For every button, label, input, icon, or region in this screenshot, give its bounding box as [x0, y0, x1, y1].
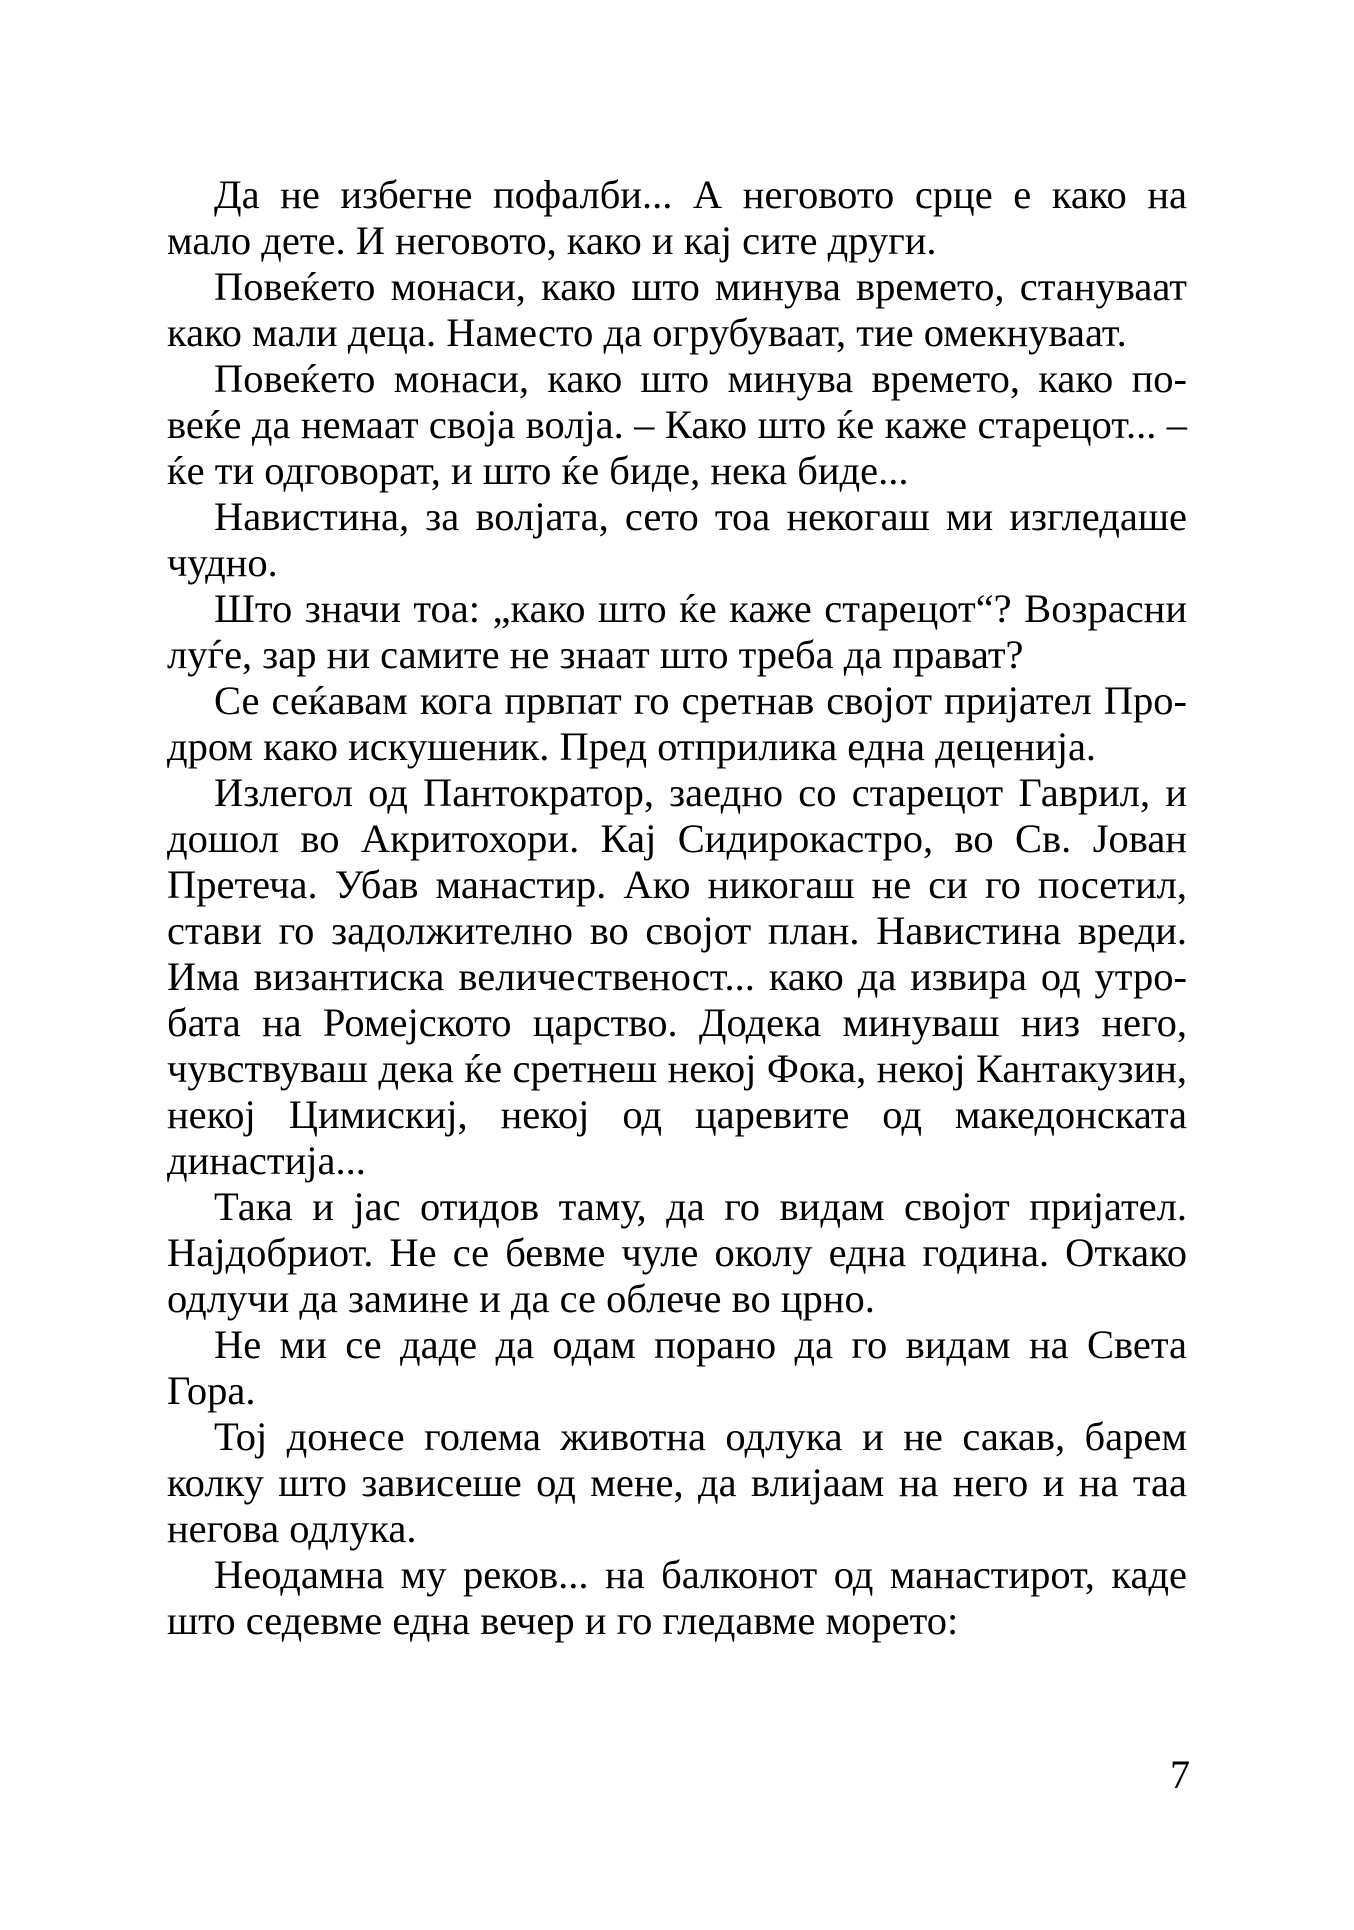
page-number: 7 [1170, 1752, 1190, 1797]
paragraph: Што значи тоа: „како што ќе каже старецот“? Возрасни луѓе, зар ни самите не знаат што треба да прават? [167, 586, 1187, 677]
page-body [167, 172, 1187, 1644]
paragraph: Неодамна му реков... на балконот од манастирот, каде што седевме една вечер и го гледавме морето: [167, 1552, 1187, 1643]
paragraph: Излегол од Пантократор, заедно со старецот Гаврил, и дошол во Акритохори. Кај Сидирокастро, во Св. Јован Претеча. Убав манастир. Ако никогаш не си го посетил, стави го задолжително во својот план. Навистина вреди. Има византиска величественост... како да извира од утробата на Ромејското царство. Додека минуваш низ него, чувствуваш дека ќе сретнеш некој Фока, некој Кантакузин, некој Цимискиј, некој од царевите од македонската династија... [167, 770, 1187, 1183]
paragraph: Се сеќавам кога првпат го сретнав својот пријател Продром како искушеник. Пред отприлика една деценија. [167, 678, 1187, 769]
paragraph: Да не избегне пофалби... А неговото срце е како на мало дете. И неговото, како и кај сите други. [167, 172, 1187, 263]
paragraph: Не ми се даде да одам порано да го видам на Света Гора. [167, 1322, 1187, 1413]
paragraph: Тој донесе голема животна одлука и не сакав, барем колку што зависеше од мене, да влијаам на него и на таа негова одлука. [167, 1414, 1187, 1551]
paragraph: Повеќето монаси, како што минува времето, стануваат како мали деца. Наместо да огрубуваат, тие омекнуваат. [167, 264, 1187, 355]
paragraph: Навистина, за волјата, сето тоа некогаш ми изгледаше чудно. [167, 494, 1187, 585]
paragraph: Така и јас отидов таму, да го видам својот пријател. Најдобриот. Не се бевме чуле околу една година. Откако одлучи да замине и да се облече во црно. [167, 1184, 1187, 1321]
paragraph: Повеќето монаси, како што минува времето, како повеќе да немаат своја волја. – Како што ќе каже старецот... – ќе ти одговорат, и што ќе биде, нека биде... [167, 356, 1187, 493]
